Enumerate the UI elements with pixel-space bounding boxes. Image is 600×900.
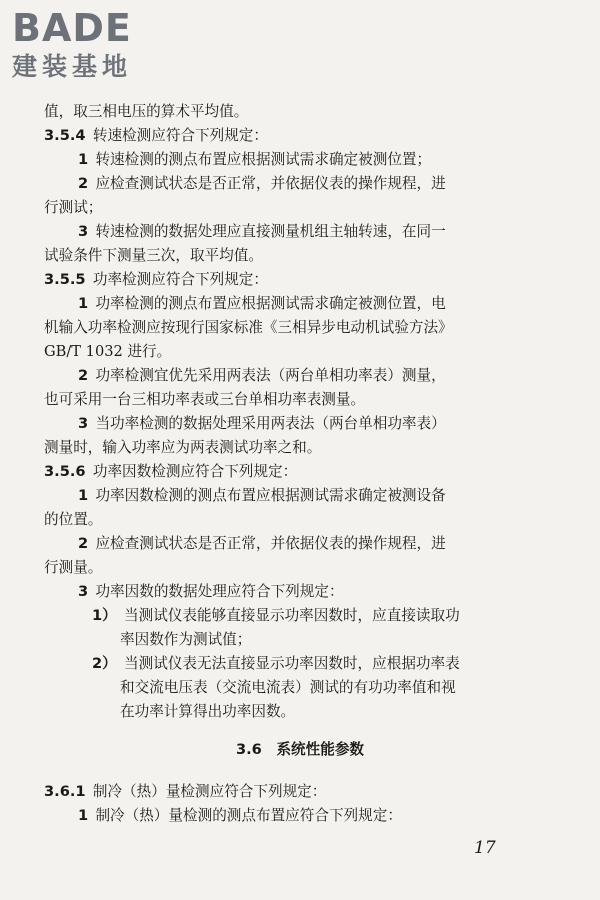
text-line <box>44 100 600 124</box>
clause-number: 3 <box>78 415 89 432</box>
line-text: 制冷（热）量检测的测点布置应符合下列规定： <box>95 807 402 824</box>
clause-number: 3.5.6 <box>44 463 86 480</box>
bade-logo <box>12 6 132 82</box>
line-text: 在功率计算得出功率因数。 <box>120 703 296 720</box>
text-line <box>78 364 600 388</box>
clause-number: 3 <box>78 583 89 600</box>
clause-number: 2 <box>78 367 89 384</box>
line-text: 当功率检测的数据处理采用两表法（两台单相功率表） <box>95 415 446 432</box>
clause-number: 3.6 <box>235 741 262 758</box>
text-line <box>44 780 600 804</box>
section-heading <box>0 738 600 762</box>
line-text: 功率因数检测应符合下列规定： <box>92 463 298 480</box>
line-text: 功率检测的测点布置应根据测试需求确定被测位置，电 <box>95 295 446 312</box>
text-line <box>78 412 600 436</box>
clause-number: 1 <box>78 295 89 312</box>
text-line <box>44 436 600 460</box>
line-text: 应检查测试状态是否正常，并依据仪表的操作规程，进 <box>95 535 446 552</box>
clause-number: 3.5.5 <box>44 271 86 288</box>
text-line <box>44 124 600 148</box>
text-line <box>44 508 600 532</box>
text-line <box>92 604 600 628</box>
clause-number: 1） <box>92 607 117 624</box>
line-text: 机输入功率检测应按现行国家标准《三相异步电动机试验方法》 <box>44 319 453 336</box>
line-text: 行测试； <box>44 199 103 216</box>
text-line <box>78 484 600 508</box>
line-text: 转速检测应符合下列规定： <box>92 127 268 144</box>
clause-number: 1 <box>78 807 89 824</box>
text-line <box>78 804 600 828</box>
line-text: 转速检测的数据处理应直接测量机组主轴转速，在同一 <box>95 223 446 240</box>
logo-subtitle: 建装基地 <box>12 52 133 81</box>
text-line <box>78 220 600 244</box>
clause-number: 3.6.1 <box>44 783 86 800</box>
text-line <box>78 292 600 316</box>
logo-brand: BADE <box>12 6 132 50</box>
line-text: 应检查测试状态是否正常，并依据仪表的操作规程，进 <box>95 175 446 192</box>
text-line <box>44 556 600 580</box>
line-text: 当测试仪表无法直接显示功率因数时，应根据功率表 <box>124 655 460 672</box>
line-text: 功率检测应符合下列规定： <box>92 271 268 288</box>
text-line <box>120 700 600 724</box>
text-line <box>44 388 600 412</box>
text-line <box>44 196 600 220</box>
line-text: 转速检测的测点布置应根据测试需求确定被测位置； <box>95 151 432 168</box>
line-text: 当测试仪表能够直接显示功率因数时，应直接读取功 <box>124 607 460 624</box>
clause-number: 3 <box>78 223 89 240</box>
text-line <box>92 652 600 676</box>
text-line <box>44 316 600 340</box>
clause-number: 2） <box>92 655 117 672</box>
page-number: 17 <box>474 838 496 858</box>
line-text: 系统性能参数 <box>276 741 365 758</box>
line-text: 值，取三相电压的算术平均值。 <box>44 103 249 120</box>
line-text: 制冷（热）量检测应符合下列规定： <box>92 783 327 800</box>
line-text: GB/T 1032 进行。 <box>44 343 172 360</box>
text-line <box>44 244 600 268</box>
text-line <box>120 628 600 652</box>
line-text: 和交流电压表（交流电流表）测试的有功功率值和视 <box>120 679 456 696</box>
text-line <box>44 340 600 364</box>
line-text: 功率因数检测的测点布置应根据测试需求确定被测设备 <box>95 487 446 504</box>
text-line <box>78 532 600 556</box>
clause-number: 2 <box>78 535 89 552</box>
line-text: 试验条件下测量三次，取平均值。 <box>44 247 263 264</box>
line-text: 率因数作为测试值； <box>120 631 252 648</box>
clause-number: 2 <box>78 175 89 192</box>
text-line <box>120 676 600 700</box>
line-text: 功率检测宜优先采用两表法（两台单相功率表）测量， <box>95 367 446 384</box>
line-text: 的位置。 <box>44 511 103 528</box>
text-line <box>78 172 600 196</box>
line-text: 也可采用一台三相功率表或三台单相功率表测量。 <box>44 391 366 408</box>
line-text: 测量时，输入功率应为两表测试功率之和。 <box>44 439 322 456</box>
text-line <box>44 460 600 484</box>
clause-number: 1 <box>78 151 89 168</box>
line-text: 功率因数的数据处理应符合下列规定： <box>95 583 344 600</box>
line-text: 行测量。 <box>44 559 103 576</box>
clause-number: 3.5.4 <box>44 127 86 144</box>
clause-number: 1 <box>78 487 89 504</box>
text-line <box>78 148 600 172</box>
text-line <box>44 268 600 292</box>
text-line <box>78 580 600 604</box>
